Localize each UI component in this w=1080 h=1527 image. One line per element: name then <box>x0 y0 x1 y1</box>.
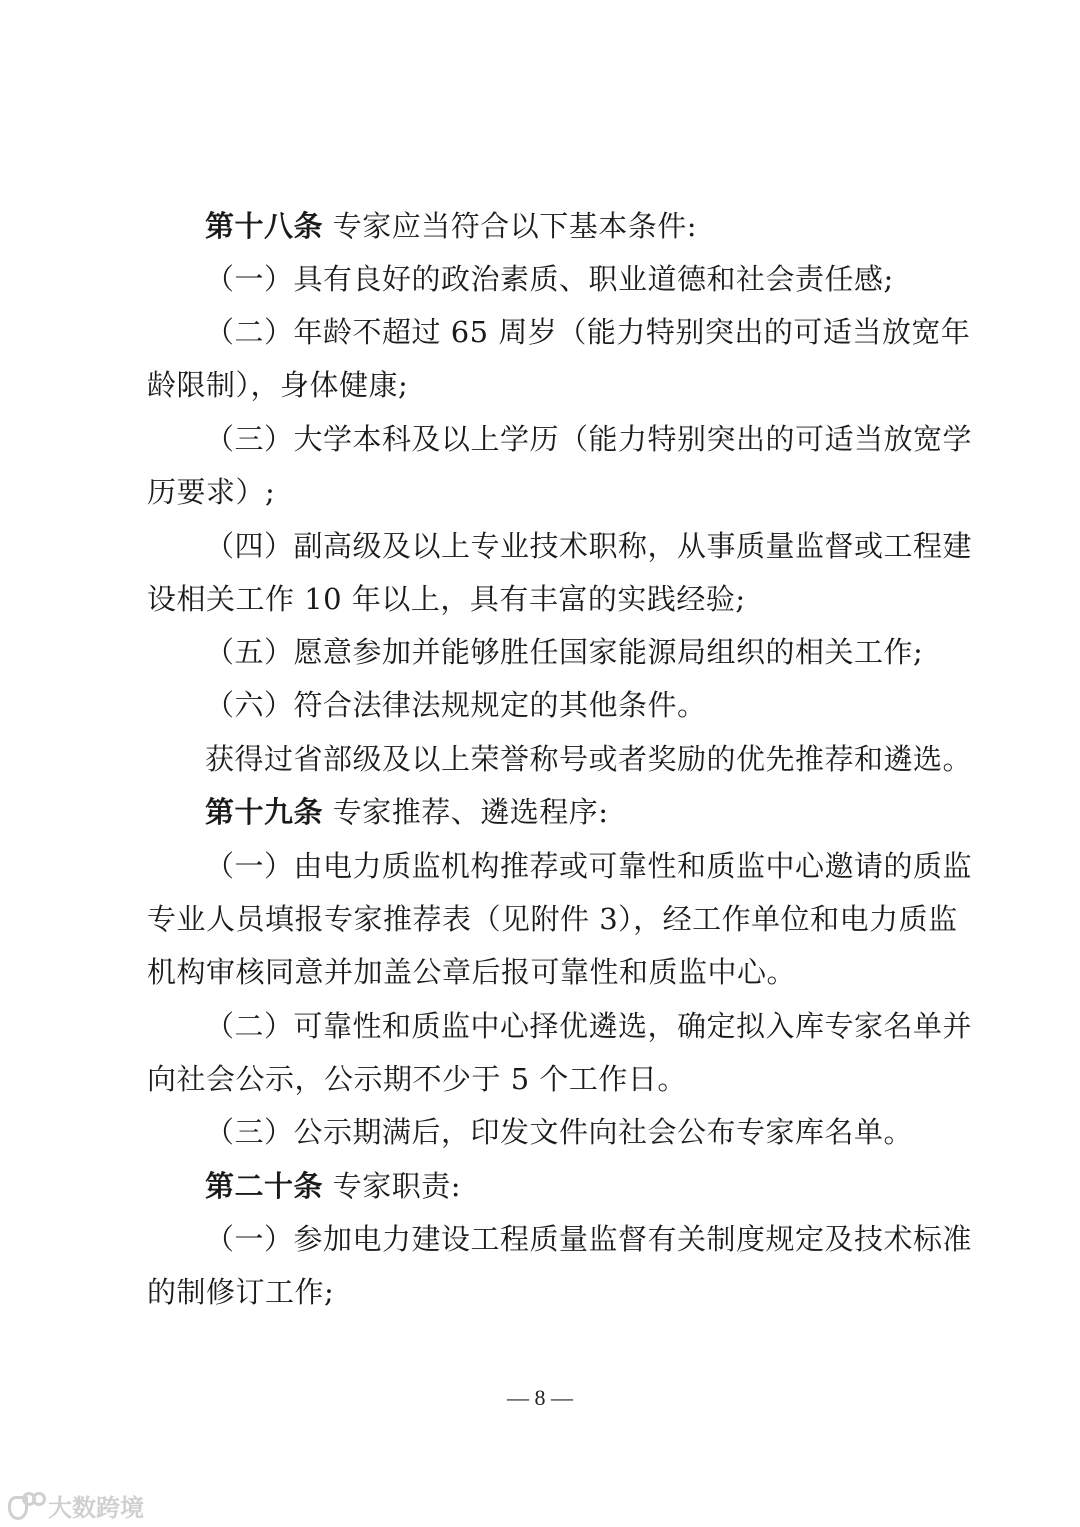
article-number: 第十九条 <box>205 795 324 829</box>
line-text: （三）公示期满后，印发文件向社会公布专家库名单。 <box>205 1115 914 1149</box>
line-text: 历要求）; <box>147 475 276 509</box>
paragraph-line <box>205 421 973 457</box>
paragraph-line <box>205 1008 973 1044</box>
article-heading-line <box>205 1168 947 1204</box>
logo-icon <box>8 1492 44 1520</box>
line-text: 专家推荐、遴选程序: <box>323 795 609 829</box>
paragraph-line <box>147 474 947 510</box>
paragraph-line <box>147 954 947 990</box>
paragraph-line <box>147 901 958 937</box>
line-text: 专家应当符合以下基本条件: <box>323 209 698 243</box>
line-text: （一）具有良好的政治素质、职业道德和社会责任感; <box>205 262 894 296</box>
line-text: 机构审核同意并加盖公章后报可靠性和质监中心。 <box>147 955 797 989</box>
paragraph-line <box>147 1274 947 1310</box>
article-number: 第十八条 <box>205 209 324 243</box>
paragraph-line <box>205 634 947 670</box>
line-text: 向社会公示，公示期不少于 5 个工作日。 <box>147 1062 687 1096</box>
line-text: 龄限制），身体健康; <box>147 368 409 402</box>
watermark-text: 大数跨境 <box>48 1494 144 1522</box>
paragraph-line <box>147 581 947 617</box>
line-text: 专业人员填报专家推荐表（见附件 3），经工作单位和电力质监 <box>147 902 958 936</box>
line-text: （一）参加电力建设工程质量监督有关制度规定及技术标准 <box>205 1222 973 1256</box>
paragraph-line <box>205 261 947 297</box>
paragraph-line <box>205 1221 973 1257</box>
paragraph-line <box>205 741 973 777</box>
line-text: （四）副高级及以上专业技术职称，从事质量监督或工程建 <box>205 529 973 563</box>
line-text: 的制修订工作; <box>147 1275 335 1309</box>
line-text: 获得过省部级及以上荣誉称号或者奖励的优先推荐和遴选。 <box>205 742 973 776</box>
page-number: — 8 — <box>507 1385 573 1410</box>
article-number: 第二十条 <box>205 1169 324 1203</box>
line-text: 设相关工作 10 年以上，具有丰富的实践经验; <box>147 582 746 616</box>
paragraph-line <box>205 1114 947 1150</box>
line-text: （二）年龄不超过 65 周岁（能力特别突出的可适当放宽年 <box>205 315 971 349</box>
line-text: （一）由电力质监机构推荐或可靠性和质监中心邀请的质监 <box>205 849 973 883</box>
paragraph-line <box>147 1061 947 1097</box>
paragraph-line <box>205 687 947 723</box>
line-text: （五）愿意参加并能够胜任国家能源局组织的相关工作; <box>205 635 924 669</box>
article-heading-line <box>205 794 947 830</box>
line-text: （三）大学本科及以上学历（能力特别突出的可适当放宽学 <box>205 422 973 456</box>
paragraph-line <box>205 848 973 884</box>
article-heading-line <box>205 208 947 244</box>
watermark <box>8 1488 144 1523</box>
paragraph-line <box>147 367 947 403</box>
paragraph-line <box>205 314 971 350</box>
paragraph-line <box>205 528 973 564</box>
line-text: （六）符合法律法规规定的其他条件。 <box>205 688 707 722</box>
line-text: （二）可靠性和质监中心择优遴选，确定拟入库专家名单并 <box>205 1009 973 1043</box>
line-text: 专家职责: <box>323 1169 462 1203</box>
